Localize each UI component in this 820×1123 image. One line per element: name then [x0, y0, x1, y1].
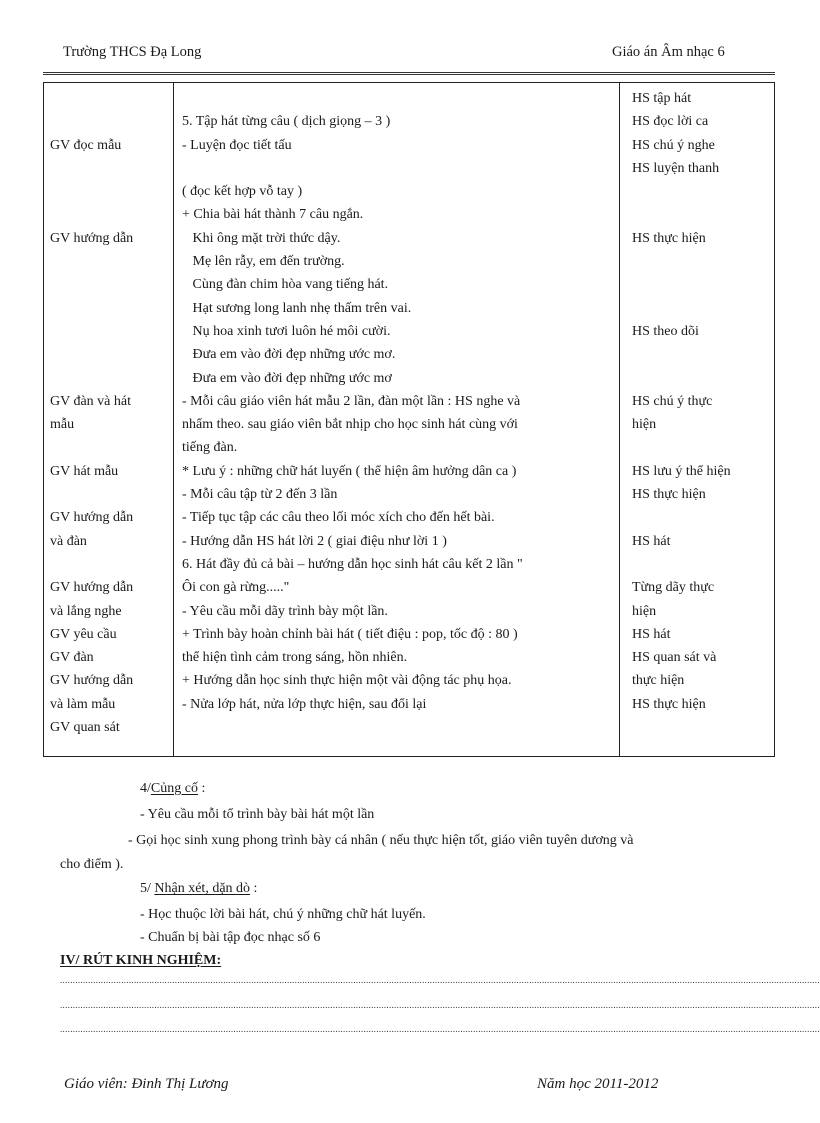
content-line: - Luyện đọc tiết tấu	[182, 137, 292, 153]
review-line-2: - Chuẩn bị bài tập đọc nhạc số 6	[140, 930, 321, 945]
teacher-line: GV quan sát	[50, 720, 120, 736]
content-line: Khi ông mặt trời thức dậy.	[182, 230, 341, 246]
content-line: thể hiện tình cảm trong sáng, hồn nhiên.	[182, 650, 408, 666]
student-line: hiện	[632, 603, 657, 619]
subject-title: Giáo án Âm nhạc 6	[612, 44, 725, 60]
teacher-line	[50, 273, 133, 296]
content-line: - Mỗi câu tập từ 2 đến 3 lần	[182, 487, 338, 503]
student-line	[632, 273, 731, 296]
experience-dotted-line-2: ..........................................................................................................................................................................................................................................................................................................	[60, 1000, 820, 1010]
teacher-line: GV hướng dẫn	[50, 673, 134, 689]
content-line: 5. Tập hát từng câu ( dịch giọng – 3 )	[182, 114, 391, 130]
teacher-line: GV đọc mẫu	[50, 137, 122, 153]
teacher-line	[50, 483, 133, 506]
teacher-line: GV đàn	[50, 650, 94, 666]
student-line: HS chú ý thực	[632, 393, 713, 409]
teacher-line	[50, 436, 133, 459]
student-line: HS lưu ý thể hiện	[632, 463, 731, 479]
consolidation-line-3: cho điểm ).	[60, 857, 124, 872]
student-line	[632, 343, 731, 366]
teacher-activity-column	[50, 87, 133, 739]
student-line	[632, 506, 731, 529]
review-line-1: - Học thuộc lời bài hát, chú ý những chữ hát luyến.	[140, 907, 426, 922]
teacher-line	[50, 157, 133, 180]
student-line	[632, 553, 731, 576]
teacher-line	[50, 320, 133, 343]
teacher-line: GV hát mẫu	[50, 463, 119, 479]
consolidation-heading: 4/Củng cố :	[140, 781, 206, 796]
student-line: thực hiện	[632, 673, 685, 689]
student-line: HS theo dõi	[632, 323, 699, 339]
content-line: - Yêu cầu mỗi dãy trình bày một lần.	[182, 603, 388, 619]
table-divider-right	[619, 83, 620, 756]
experience-dotted-line-3: ..........................................................................................................................................................................................................................................................................................................	[60, 1024, 820, 1034]
table-divider-left	[173, 83, 174, 756]
content-line: 6. Hát đầy đủ cả bài – hướng dẫn học sinh hát câu kết 2 lần "	[182, 556, 523, 572]
teacher-line	[50, 343, 133, 366]
student-line	[632, 436, 731, 459]
student-line: HS tập hát	[632, 91, 692, 106]
teacher-line	[50, 203, 133, 226]
content-line: Đưa em vào đời đẹp những ước mơ.	[182, 347, 396, 363]
student-line: HS hát	[632, 533, 671, 549]
student-line	[632, 250, 731, 273]
content-line: * Lưu ý : những chữ hát luyến ( thể hiện âm hưởng dân ca )	[182, 463, 517, 479]
teacher-line	[50, 250, 133, 273]
student-line: Từng dãy thực	[632, 580, 715, 596]
content-line: ( đọc kết hợp vỗ tay )	[182, 184, 303, 200]
student-line	[632, 367, 731, 390]
student-line: HS thực hiện	[632, 696, 706, 712]
student-line	[632, 180, 731, 203]
teacher-line: GV hướng dẫn	[50, 580, 134, 596]
teacher-line: và làm mẫu	[50, 696, 116, 712]
teacher-line: và lắng nghe	[50, 603, 122, 619]
content-line: - Mỗi câu giáo viên hát mẫu 2 lần, đàn một lần : HS nghe và	[182, 393, 521, 409]
teacher-signature: Giáo viên: Đinh Thị Lương	[64, 1076, 229, 1092]
teacher-line	[50, 180, 133, 203]
teacher-line	[50, 87, 133, 110]
content-line	[182, 157, 523, 180]
school-year: Năm học 2011-2012	[537, 1076, 659, 1092]
content-line: - Hướng dẫn HS hát lời 2 ( giai điệu như lời 1 )	[182, 533, 447, 549]
content-line	[182, 716, 523, 739]
teacher-line	[50, 110, 133, 133]
header-rule	[43, 72, 775, 75]
content-line: - Tiếp tục tập các câu theo lối móc xích cho đến hết bài.	[182, 510, 495, 526]
teacher-line: GV đàn và hát	[50, 393, 131, 409]
experience-dotted-line-1: ..........................................................................................................................................................................................................................................................................................................	[60, 975, 820, 985]
student-line	[632, 716, 731, 739]
content-line: + Trình bày hoàn chỉnh bài hát ( tiết điệu : pop, tốc độ : 80 )	[182, 626, 518, 642]
student-line: HS hát	[632, 626, 671, 642]
content-line: + Chia bài hát thành 7 câu ngắn.	[182, 207, 364, 223]
experience-heading: IV/ RÚT KINH NGHIỆM:	[60, 953, 222, 968]
teacher-line	[50, 297, 133, 320]
content-line: - Nửa lớp hát, nửa lớp thực hiện, sau đổi lại	[182, 696, 427, 712]
student-line: HS đọc lời ca	[632, 114, 709, 130]
content-line: Cùng đàn chim hòa vang tiếng hát.	[182, 277, 389, 293]
content-line: Ôi con gà rừng....."	[182, 580, 290, 596]
student-line: hiện	[632, 417, 657, 433]
student-activity-column	[632, 87, 731, 739]
teacher-line: GV yêu cầu	[50, 626, 117, 642]
content-line: Nụ hoa xinh tươi luôn hé môi cười.	[182, 323, 391, 339]
lesson-table	[43, 82, 775, 757]
school-name: Trường THCS Đạ Long	[63, 44, 202, 60]
teacher-line	[50, 553, 133, 576]
teacher-line: và đàn	[50, 533, 87, 549]
student-line: HS thực hiện	[632, 230, 706, 246]
content-line: nhẩm theo. sau giáo viên bắt nhịp cho học sinh hát cùng với	[182, 417, 518, 433]
student-line: HS quan sát và	[632, 650, 717, 666]
consolidation-line-1: - Yêu cầu mỗi tổ trình bày bài hát một lần	[140, 807, 375, 822]
student-line: HS thực hiện	[632, 487, 706, 503]
student-line	[632, 203, 731, 226]
consolidation-line-2: - Gọi học sinh xung phong trình bày cá nhân ( nếu thực hiện tốt, giáo viên tuyên dương và	[128, 833, 634, 848]
lesson-content-column	[182, 87, 523, 739]
teacher-line: GV hướng dẫn	[50, 230, 134, 246]
teacher-line	[50, 367, 133, 390]
student-line: HS luyện thanh	[632, 160, 720, 176]
content-line: Mẹ lên rẫy, em đến trường.	[182, 254, 345, 270]
teacher-line: mẫu	[50, 417, 75, 433]
student-line	[632, 297, 731, 320]
student-line: HS chú ý nghe	[632, 137, 715, 153]
content-line: Đưa em vào đời đẹp những ước mơ	[182, 370, 392, 386]
review-heading: 5/ Nhận xét, dặn dò :	[140, 881, 258, 896]
content-line: tiếng đàn.	[182, 440, 238, 456]
content-line: Hạt sương long lanh nhẹ thấm trên vai.	[182, 300, 412, 316]
teacher-line: GV hướng dẫn	[50, 510, 134, 526]
content-line: + Hướng dẫn học sinh thực hiện một vài động tác phụ họa.	[182, 673, 512, 689]
content-line	[182, 87, 523, 110]
